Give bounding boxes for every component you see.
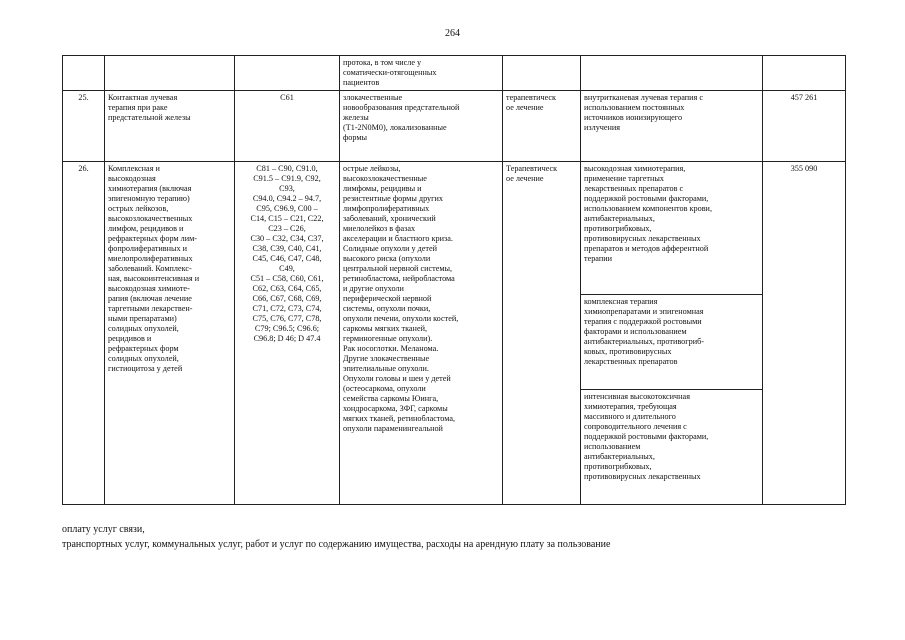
treatment-method: интенсивная высокотоксичная химиотерапия, требующая массивного и длительного сопроводительного лечения с поддержкой ростовыми факторами, использованием антибактериальных, противогрибковых, противовирусных лекарственных	[581, 390, 763, 505]
care-name: Контактная лучевая терапия при раке предстательной железы	[105, 91, 235, 162]
treatment-type: терапевтическ ое лечение	[503, 91, 581, 162]
icd-codes	[235, 56, 340, 91]
table-row	[63, 91, 846, 162]
icd-codes: C61	[235, 91, 340, 162]
treatment-method: внутритканевая лучевая терапия с использованием постоянных источников ионизирующего излучения	[581, 91, 763, 162]
table-row	[63, 56, 846, 91]
footer-text-line: транспортных услуг, коммунальных услуг, работ и услуг по содержанию имущества, расходы на арендную плату за пользование	[62, 539, 611, 550]
treatment-table	[62, 55, 846, 505]
page-number: 264	[445, 28, 460, 39]
price	[763, 56, 846, 91]
treatment-type	[503, 56, 581, 91]
patient-model: острые лейкозы, высокозлокачественные лимфомы, рецидивы и резистентные формы других лимфопролиферативных заболеваний, хронический миелолейкоз в фазах акселерации и бластного криза. Солидные опухоли у детей высокого риска (опухоли центральной нервной системы, ретинобластома, нейробластома и другие опухоли периферической нервной системы, опухоли почки, опухоли печени, опухоли костей, саркомы мягких тканей, герминогенные опухоли). Рак носоглотки. Меланома. Другие злокачественные эпителиальные опухоли. Опухоли головы и шеи у детей (остеосаркома, опухоли семейства саркомы Юинга, хондросаркома, ЗФГ, саркомы мягких тканей, ретинобластома, опухоли параменингеальной	[340, 162, 503, 505]
price: 355 090	[763, 162, 846, 505]
footer-text-line: оплату услуг связи,	[62, 524, 145, 535]
row-number: 26.	[63, 162, 105, 505]
care-name: Комплексная и высокодозная химиотерапия (включая эпигеномную терапию) острых лейкозов, высокозлокачественных лимфом, рецидивов и рефрактерных форм лим- фопролиферативных и миелопролиферативных заболеваний. Комплекс- ная, высокоинтенсивная и высокодозная химиоте- рапия (включая лечение таргетными лекарствен- ными препаратами) солидных опухолей, рецидивов и рефрактерных форм солидных опухолей, гистиоцитоза у детей	[105, 162, 235, 505]
row-number	[63, 56, 105, 91]
icd-codes: C81 – C90, C91.0, C91.5 – C91.9, C92, C93, C94.0, C94.2 – 94.7, C95, C96.9, C00 – C14, C15 – C21, C22, C23 – C26, C30 – C32, C34, C37, C38, C39, C40, C41, C45, C46, C47, C48, C49, C51 – C58, C60, C61, C62, C63, C64, C65, C66, C67, C68, C69, C71, C72, C73, C74, C75, C76, C77, C78, C79; C96.5; C96.6; C96.8; D 46; D 47.4	[235, 162, 340, 505]
patient-model: злокачественные новообразования предстательной железы (T1-2N0M0), локализованные формы	[340, 91, 503, 162]
treatment-method: высокодозная химиотерапия, применение таргетных лекарственных препаратов с поддержкой ростовыми факторами, использованием компонентов крови, антибактериальных, противогрибковых, противовирусных лекарственных препаратов и методов афферентной терапии	[581, 162, 763, 295]
treatment-type: Терапевтическ ое лечение	[503, 162, 581, 505]
price: 457 261	[763, 91, 846, 162]
patient-model: протока, в том числе у соматически-отягощенных пациентов	[340, 56, 503, 91]
care-name	[105, 56, 235, 91]
table-row	[63, 162, 846, 295]
treatment-method: комплексная терапия химиопрепаратами и эпигеномная терапия с поддержкой ростовыми факторами и использованием антибактериальных, противогриб- ковых, противовирусных лекарственных препаратов	[581, 295, 763, 390]
treatment-method	[581, 56, 763, 91]
row-number: 25.	[63, 91, 105, 162]
